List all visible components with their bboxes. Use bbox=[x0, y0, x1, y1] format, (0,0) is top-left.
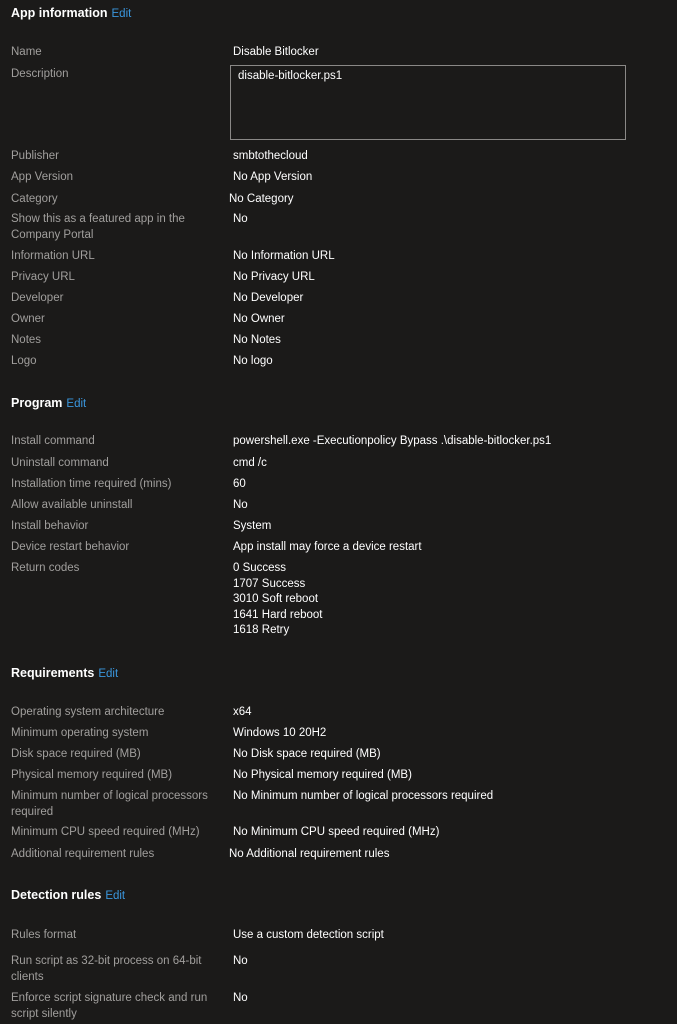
label-information-url: Information URL bbox=[11, 250, 95, 262]
section-title: Program bbox=[11, 396, 63, 410]
label-return-codes: Return codes bbox=[11, 562, 80, 574]
value-information-url: No Information URL bbox=[233, 250, 335, 262]
value-disk-space: No Disk space required (MB) bbox=[233, 748, 381, 760]
return-code-item: 1707 Success bbox=[233, 577, 306, 590]
value-install-command: powershell.exe -Executionpolicy Bypass .\disable-bitlocker.ps1 bbox=[233, 435, 552, 447]
section-header-requirements bbox=[11, 666, 118, 680]
label-install-command: Install command bbox=[11, 435, 95, 447]
label-os-architecture: Operating system architecture bbox=[11, 706, 165, 718]
label-device-restart-behavior: Device restart behavior bbox=[11, 541, 130, 553]
value-allow-uninstall: No bbox=[233, 499, 248, 511]
edit-requirements-link[interactable]: Edit bbox=[98, 668, 119, 680]
label-allow-uninstall: Allow available uninstall bbox=[11, 499, 133, 511]
label-uninstall-command: Uninstall command bbox=[11, 457, 109, 469]
value-rules-format: Use a custom detection script bbox=[233, 929, 384, 941]
edit-app-information-link[interactable]: Edit bbox=[111, 8, 132, 20]
section-title: App information bbox=[11, 6, 108, 20]
value-logo: No logo bbox=[233, 355, 273, 367]
value-device-restart-behavior: App install may force a device restart bbox=[233, 541, 422, 553]
label-name: Name bbox=[11, 46, 42, 58]
section-header-program bbox=[11, 396, 86, 410]
label-developer: Developer bbox=[11, 292, 64, 304]
label-disk-space: Disk space required (MB) bbox=[11, 748, 141, 760]
label-publisher: Publisher bbox=[11, 150, 59, 162]
label-rules-format: Rules format bbox=[11, 929, 77, 941]
label-privacy-url: Privacy URL bbox=[11, 271, 75, 283]
label-install-behavior: Install behavior bbox=[11, 520, 89, 532]
value-cpu-speed: No Minimum CPU speed required (MHz) bbox=[233, 826, 440, 838]
return-code-item: 3010 Soft reboot bbox=[233, 593, 319, 605]
value-developer: No Developer bbox=[233, 292, 304, 304]
label-logo: Logo bbox=[11, 355, 37, 367]
value-app-version: No App Version bbox=[233, 171, 313, 183]
label-cpu-speed: Minimum CPU speed required (MHz) bbox=[11, 826, 200, 838]
return-code-item: 1618 Retry bbox=[233, 624, 290, 636]
label-physical-memory: Physical memory required (MB) bbox=[11, 769, 173, 781]
value-uninstall-command: cmd /c bbox=[233, 457, 267, 469]
value-install-behavior: System bbox=[233, 520, 272, 532]
label-app-version: App Version bbox=[11, 171, 74, 183]
edit-program-link[interactable]: Edit bbox=[66, 398, 87, 410]
section-header-app-information bbox=[11, 6, 131, 20]
value-minimum-os: Windows 10 20H2 bbox=[233, 727, 327, 739]
edit-detection-rules-link[interactable]: Edit bbox=[105, 890, 126, 902]
value-logical-processors: No Minimum number of logical processors required bbox=[233, 790, 494, 802]
label-enforce-signature: Enforce script signature check and run script silently bbox=[11, 992, 208, 1020]
label-notes: Notes bbox=[11, 334, 42, 346]
label-category: Category bbox=[11, 193, 58, 205]
value-featured-app: No bbox=[233, 213, 248, 225]
value-publisher: smbtothecloud bbox=[233, 150, 308, 162]
label-additional-rules: Additional requirement rules bbox=[11, 848, 155, 860]
value-notes: No Notes bbox=[233, 334, 281, 346]
value-category: No Category bbox=[229, 193, 294, 205]
value-name: Disable Bitlocker bbox=[233, 46, 319, 58]
description-textbox[interactable] bbox=[230, 65, 626, 140]
return-code-item: 0 Success bbox=[233, 562, 287, 574]
label-installation-time: Installation time required (mins) bbox=[11, 478, 172, 490]
label-logical-processors: Minimum number of logical processors required bbox=[11, 790, 208, 818]
value-privacy-url: No Privacy URL bbox=[233, 271, 315, 283]
value-os-architecture: x64 bbox=[233, 706, 252, 718]
value-installation-time: 60 bbox=[233, 478, 246, 490]
label-minimum-os: Minimum operating system bbox=[11, 727, 149, 739]
description-text: disable-bitlocker.ps1 bbox=[238, 70, 343, 82]
return-code-item: 1641 Hard reboot bbox=[233, 608, 323, 621]
section-title: Requirements bbox=[11, 666, 95, 680]
value-return-codes bbox=[233, 561, 323, 639]
value-run-script-32bit: No bbox=[233, 955, 248, 967]
section-header-detection-rules bbox=[11, 888, 125, 902]
value-additional-rules: No Additional requirement rules bbox=[229, 848, 390, 860]
value-owner: No Owner bbox=[233, 313, 285, 325]
value-enforce-signature: No bbox=[233, 992, 248, 1004]
label-description: Description bbox=[11, 68, 69, 80]
label-owner: Owner bbox=[11, 313, 45, 325]
section-title: Detection rules bbox=[11, 888, 102, 902]
label-run-script-32bit: Run script as 32-bit process on 64-bit clients bbox=[11, 955, 202, 983]
label-featured-app: Show this as a featured app in the Company Portal bbox=[11, 213, 185, 241]
value-physical-memory: No Physical memory required (MB) bbox=[233, 769, 412, 781]
